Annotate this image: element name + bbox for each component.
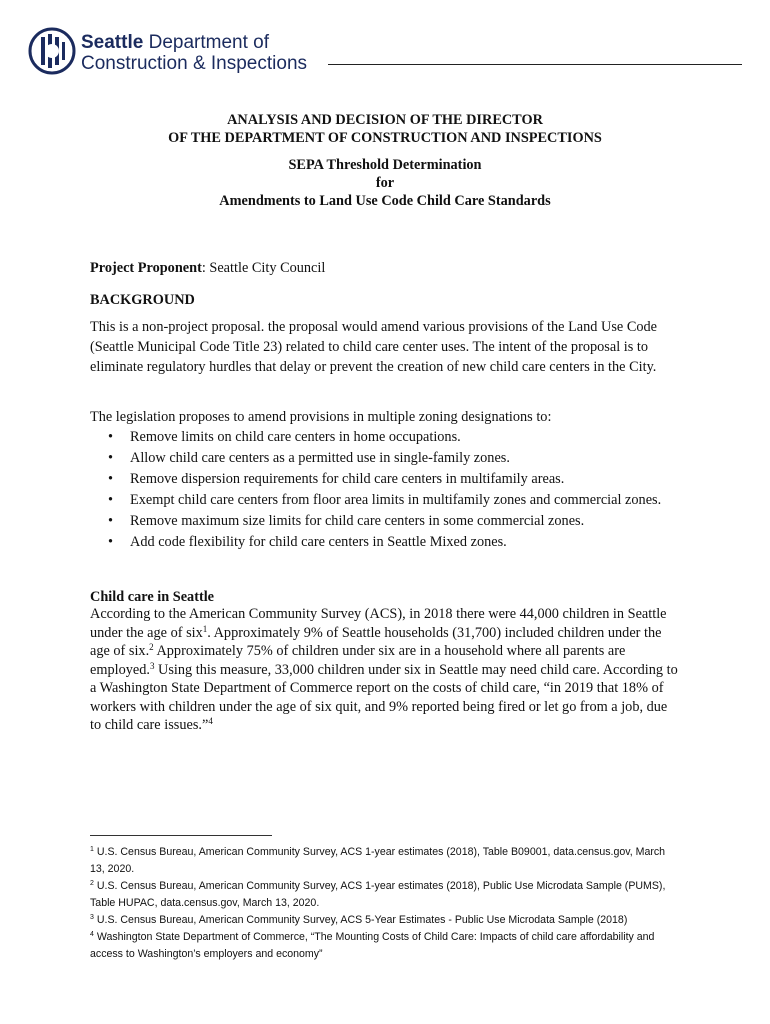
footnote-3 [90,912,680,929]
proponent-value: : Seattle City Council [201,260,326,276]
brand-department-of: Department of [148,32,269,53]
cc-sentence-2: . Approximately 9% of Seattle households (31,700) included children under the age of six. [90,624,662,659]
header-divider [328,64,742,65]
list-item: • Remove dispersion requirements for child care centers in multifamily areas. [90,469,680,489]
footnotes [90,844,680,963]
brand-seattle: Seattle [81,32,144,53]
footnote-text: Washington State Department of Commerce, “The Mounting Costs of Child Care: Impacts of child care affordability and access to Washington’s employers and economy” [90,931,655,960]
footnote-1 [90,844,680,878]
footnote-divider [90,835,272,836]
proponent-label: Project Proponent [90,260,202,276]
footnote-text: U.S. Census Bureau, American Community Survey, ACS 5-Year Estimates - Public Use Microdata Sample (2018) [93,914,628,926]
footnote-4 [90,929,680,963]
background-paragraph: This is a non-project proposal. the proposal would amend various provisions of the Land Use Code (Seattle Municipal Code Title 23) related to child care center uses. The intent of the proposal is to eliminate regulatory hurdles that delay or prevent the creation of new child care centers in the City. [90,319,658,375]
document-title [90,111,680,210]
page-header [28,26,742,78]
list-item: • Exempt child care centers from floor area limits in multifamily zones and commercial zones. [90,490,680,510]
footnote-text: U.S. Census Bureau, American Community Survey, ACS 1-year estimates (2018), Public Use Microdata Sample (PUMS), Table HUPAC, data.census.gov, March 13, 2020. [90,880,666,909]
title-line-2: OF THE DEPARTMENT OF CONSTRUCTION AND INSPECTIONS [168,130,602,146]
footnote-ref-2: 2 [149,642,154,652]
footnote-num: 4 [90,931,94,938]
department-name [81,32,307,74]
title-line-4: for [375,175,395,191]
title-line-1: ANALYSIS AND DECISION OF THE DIRECTOR [227,112,543,128]
list-item: • Remove maximum size limits for child care centers in some commercial zones. [90,511,680,531]
title-line-3: SEPA Threshold Determination [288,157,482,173]
cc-sentence-4: Using this measure, 33,000 children under six in Seattle may need child care. According to a Washington State Department of Commerce report on the costs of child care, “in 2019 that 18% of workers with children under the age of six quit, and 9% reported being fired or let go from a job, due to child care issues.” [90,661,678,733]
footnote-ref-4: 4 [208,716,213,726]
seattle-logo-icon [28,26,76,76]
legislation-list [90,427,680,553]
cc-sentence-3: Approximately 75% of children under six are in a household where all parents are employed. [90,643,626,678]
footnote-2 [90,878,680,912]
list-item: • Allow child care centers as a permitted use in single-family zones. [90,448,680,468]
legislation-intro: The legislation proposes to amend provisions in multiple zoning designations to: [90,409,552,425]
title-line-5: Amendments to Land Use Code Child Care Standards [219,193,551,209]
list-item: • Add code flexibility for child care centers in Seattle Mixed zones. [90,532,680,552]
cc-sentence-1: According to the American Community Survey (ACS), in 2018 there were 44,000 children in Seattle under the age of six [90,606,667,641]
footnote-text: U.S. Census Bureau, American Community Survey, ACS 1-year estimates (2018), Table B09001, data.census.gov, March 13, 2020. [90,846,666,875]
footnote-ref-1: 1 [202,623,208,634]
brand-construction-inspections: Construction & Inspections [81,53,308,74]
child-care-paragraph [90,605,680,735]
project-proponent [90,258,680,278]
footnote-num: 3 [90,914,94,921]
child-care-heading: Child care in Seattle [90,589,215,605]
footnote-num: 2 [90,880,94,887]
list-item: • Remove limits on child care centers in home occupations. [90,427,680,447]
background-heading: BACKGROUND [90,292,195,308]
footnote-num: 1 [90,846,94,853]
footnote-ref-3: 3 [149,660,155,671]
